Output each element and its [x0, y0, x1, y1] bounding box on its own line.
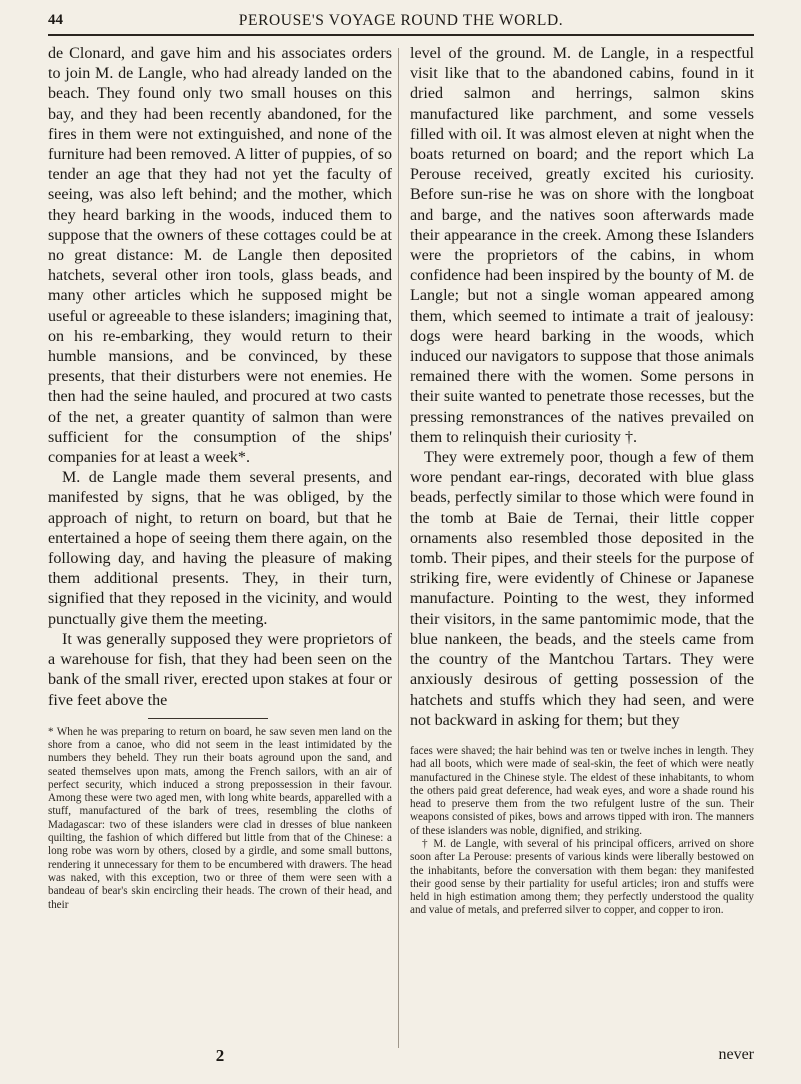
right-paragraph-1: level of the ground. M. de Langle, in a respectful visit like that to the abandoned cabins, found in it dried salmon and herrings, salmon skins manufactured like parchment, and some vessels filled with oil. It was almost eleven at night when the boats returned on board; and the report which La Perouse received, greatly excited his curiosity. Before sun-rise he was on shore with the longboat and barge, and the natives soon afterwards made their appearance in the creek. Among these Islanders were the proprietors of the cabins, in whom confidence had been inspired by the bounty of M. de Langle; but not a single woman appeared among them, which seemed to intimate a trait of jealousy: dogs were heard barking in the woods, which induced our navigators to suppose that those animals remained there with the women. Some persons in their suite wanted to penetrate those recesses, but the pressing remonstrances of the natives prevailed on them to relinquish their curiosity †.	[410, 45, 754, 446]
left-paragraph-1: de Clonard, and gave him and his associates orders to join M. de Langle, who had already landed on the beach. They found only two small houses on this bay, and they had been recently abandoned, for the fires in them were not extinguished, and none of the furniture had been removed. A litter of puppies, of so tender an age that they had not yet the faculty of seeing, was also left behind; and the mother, which they heard barking in the woods, induced them to suppose that the owners of these cottages could be at no great distance: M. de Langle then deposited hatchets, several other iron tools, glass beads, and many other articles which he supposed might be useful or agreeable to these islanders; imagining that, on his re-embarking, they would return to their humble mansions, and be convinced, by these presents, that their disturbers were not enemies. He then had the seine hauled, and procured at two casts of the net, a greater quantity of salmon than were sufficient for the consumption of the ships' companies for at least a week*.	[48, 45, 392, 467]
right-body-text	[410, 44, 754, 731]
running-title: PEROUSE'S VOYAGE ROUND THE WORLD.	[238, 12, 564, 29]
left-footnote	[48, 726, 392, 912]
footnote-star: * When he was preparing to return on board, he saw seven men land on the shore from a canoe, who did not seem in the least intimidated by the numbers they beheld. They run their boats aground upon the sand, and seated themselves upon mats, among the French sailors, with an air of perfect security, which induced a strong prepossession in their favour. Among these were two aged men, with long white beards, apparelled with a stuff, manufactured of the bark of trees, resembling the cloths of Madagascar: two of these islanders were clad in dresses of blue nankeen quilting, the fashion of which differed but little from that of the Chinese: a long robe was worn by others, closed by a girdle, and some small buttons, rendering it unnecessary for them to be encumbered with drawers. The head was naked, with this exception, two or three of them were seen with a bandeau of bear's skin encircling their heads. The crown of their head, and their	[48, 725, 392, 911]
page-header	[48, 8, 754, 36]
left-body-text	[48, 44, 392, 711]
footnote-divider	[148, 718, 268, 720]
right-column	[410, 44, 754, 918]
footnote-continuation: faces were shaved; the hair behind was ten or twelve inches in length. They had all boots, which were made of seal-skin, the feet of which were neatly manufactured in the Chinese style. The eldest of these inhabitants, to whom the others paid great deference, had weak eyes, and wore a shade round his head to preserve them from the two refulgent lustre of the sun. Their weapons consisted of pikes, bows and arrows tipped with iron. The manners of these islanders was noble, dignified, and striking.	[410, 744, 754, 837]
left-paragraph-3: It was generally supposed they were proprietors of a warehouse for fish, that they had been seen on the bank of the small river, erected upon stakes at four or five feet above the	[48, 630, 392, 709]
column-divider	[398, 48, 399, 1048]
left-column	[48, 44, 392, 912]
left-paragraph-2: M. de Langle made them several presents, and manifested by signs, that he was obliged, by the approach of night, to return on board, but that he entertained a hope of seeing them there again, on the following day, and having the pleasure of making them additional presents. They, in their turn, signified that they reposed in the vicinity, and would punctually give them the meeting.	[48, 469, 392, 628]
signature-mark: 2	[215, 1046, 225, 1065]
footnote-dagger: † M. de Langle, with several of his principal officers, arrived on shore soon after La Perouse: presents of various kinds were liberally bestowed on the inhabitants, before the conversation with them began: they manifested their good sense by their partiality for useful articles; iron and stuffs were held in high estimation among them; they perfectly understood the quality and value of metals, and preferred silver to copper, and copper to iron.	[410, 837, 754, 917]
right-paragraph-2: They were extremely poor, though a few of them wore pendant ear-rings, decorated with blue glass beads, perfectly similar to those which were found in the tomb at Baie de Ternai, their little copper ornaments also resembled those deposited in the tomb. Their pipes, and their steels for the purpose of striking fire, were evidently of Chinese or Japanese manufacture. Pointing to the west, they informed their visitors, in the same pantomimic mode, that the blue nankeen, the beads, and the steels came from the country of the Mantchou Tartars. They were anxiously desirous of getting possession of the hatchets and stuffs which they had seen, and were not backward in asking for them; but they	[410, 449, 754, 729]
right-footnotes	[410, 745, 754, 918]
page-number: 44	[48, 12, 63, 28]
catchword: never	[718, 1046, 754, 1063]
